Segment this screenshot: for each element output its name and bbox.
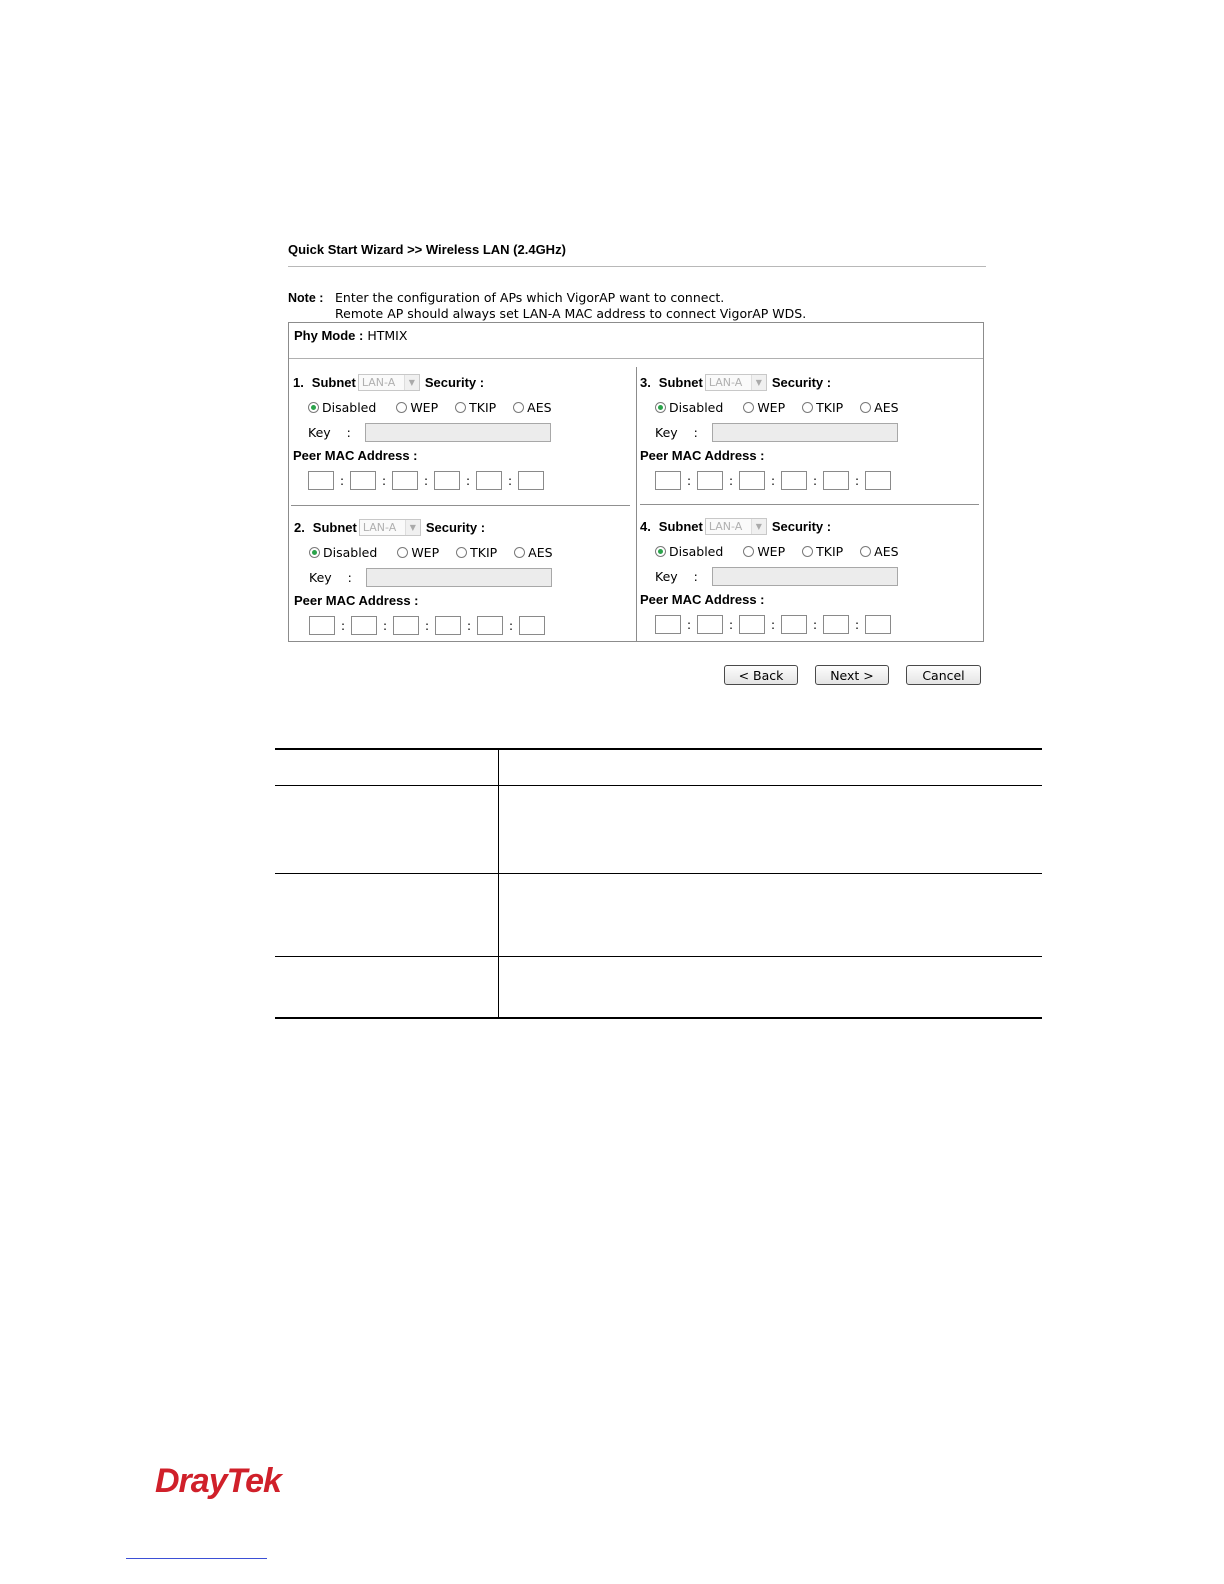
subnet-select-value: LAN-A [708,520,743,533]
mac-octet-input[interactable] [739,615,765,634]
security-option-tkip[interactable] [455,400,496,415]
mac-separator: : [770,617,776,632]
key-row [655,423,898,442]
radio-icon[interactable] [655,402,666,413]
security-option-tkip[interactable] [802,544,843,559]
security-option-wep[interactable] [396,400,438,415]
radio-icon[interactable] [397,547,408,558]
mac-separator: : [507,473,513,488]
mac-octet-input[interactable] [781,471,807,490]
mac-separator: : [770,473,776,488]
subnet-row [294,519,485,536]
security-option-wep[interactable] [743,544,785,559]
mac-separator: : [466,618,472,633]
subnet-row [640,518,831,535]
mac-separator: : [728,617,734,632]
radio-icon[interactable] [514,547,525,558]
radio-icon[interactable] [802,402,813,413]
title-divider [288,266,986,267]
subnet-select[interactable] [705,518,767,535]
ap-number: 4. [640,519,651,534]
radio-icon[interactable] [743,546,754,557]
mac-separator: : [340,618,346,633]
left-row-divider [291,505,630,506]
mac-octet-input[interactable] [392,471,418,490]
security-option-label: WEP [411,545,440,560]
page-title: Quick Start Wizard >> Wireless LAN (2.4GHz) [288,242,566,257]
security-option-aes[interactable] [514,545,552,560]
back-button[interactable]: < Back [724,665,798,685]
security-option-label: WEP [410,400,439,415]
ap-block-3 [640,368,980,504]
mac-separator: : [382,618,388,633]
phy-mode-divider [289,358,983,359]
mac-separator: : [465,473,471,488]
ap-block-1 [293,368,633,504]
mac-separator: : [812,473,818,488]
phy-mode-value: HTMIX [367,328,408,343]
subnet-select-value: LAN-A [361,376,396,389]
next-button[interactable]: Next > [815,665,889,685]
mac-separator: : [424,618,430,633]
chevron-down-icon: ▼ [405,520,420,535]
security-option-label: Disabled [322,400,377,415]
table-row-divider [275,956,1042,957]
radio-icon[interactable] [309,547,320,558]
subnet-row [640,374,831,391]
radio-icon[interactable] [396,402,407,413]
security-option-tkip[interactable] [456,545,497,560]
cancel-button[interactable]: Cancel [906,665,981,685]
chevron-down-icon: ▼ [751,375,766,390]
peer-mac-label: Peer MAC Address : [640,448,765,463]
security-option-aes[interactable] [860,400,898,415]
security-option-aes[interactable] [860,544,898,559]
key-input[interactable] [366,568,552,587]
mac-octet-input[interactable] [434,471,460,490]
column-divider [636,367,637,642]
mac-separator: : [423,473,429,488]
table-top-rule [275,748,1042,750]
peer-mac-fields [308,471,544,490]
security-option-label: WEP [757,400,786,415]
security-options [309,545,553,560]
note-line-2: Remote AP should always set LAN-A MAC address to connect VigorAP WDS. [335,306,807,321]
mac-separator: : [812,617,818,632]
mac-octet-input[interactable] [309,616,335,635]
mac-octet-input[interactable] [351,616,377,635]
mac-separator: : [686,617,692,632]
radio-icon[interactable] [513,402,524,413]
security-option-disabled[interactable] [655,400,723,415]
security-option-disabled[interactable] [309,545,377,560]
mac-octet-input[interactable] [350,471,376,490]
mac-octet-input[interactable] [781,615,807,634]
subnet-select-value: LAN-A [708,376,743,389]
key-label: Key : [655,425,698,440]
subnet-select[interactable] [705,374,767,391]
key-input[interactable] [712,423,898,442]
mac-octet-input[interactable] [739,471,765,490]
ap-number: 1. [293,375,304,390]
subnet-label: Subnet [658,519,703,534]
radio-icon[interactable] [455,402,466,413]
mac-octet-input[interactable] [697,471,723,490]
key-row [309,568,552,587]
note-label: Note : [288,291,324,305]
security-option-disabled[interactable] [308,400,376,415]
security-option-label: AES [527,400,552,415]
mac-octet-input[interactable] [519,616,545,635]
security-option-wep[interactable] [397,545,439,560]
security-options [308,400,552,415]
mac-octet-input[interactable] [435,616,461,635]
mac-octet-input[interactable] [823,471,849,490]
security-option-label: AES [874,544,899,559]
key-label: Key : [308,425,351,440]
ap-number: 2. [294,520,305,535]
chevron-down-icon: ▼ [404,375,419,390]
phy-mode-label: Phy Mode : [294,328,364,343]
security-label: Security : [425,520,486,535]
ap-number: 3. [640,375,651,390]
subnet-select[interactable] [359,519,421,536]
mac-octet-input[interactable] [697,615,723,634]
key-label: Key : [655,569,698,584]
security-option-label: TKIP [816,400,844,415]
peer-mac-label: Peer MAC Address : [294,593,419,608]
mac-separator: : [339,473,345,488]
note-line-1: Enter the configuration of APs which VigorAP want to connect. [335,290,725,305]
security-label: Security : [424,375,485,390]
security-option-label: Disabled [323,545,378,560]
ap-block-2 [294,513,634,649]
subnet-label: Subnet [311,375,356,390]
security-label: Security : [771,375,832,390]
mac-octet-input[interactable] [823,615,849,634]
subnet-label: Subnet [658,375,703,390]
mac-separator: : [854,473,860,488]
chevron-down-icon: ▼ [751,519,766,534]
mac-octet-input[interactable] [308,471,334,490]
peer-mac-fields [655,471,891,490]
mac-separator: : [508,618,514,633]
mac-octet-input[interactable] [393,616,419,635]
peer-mac-fields [655,615,891,634]
key-label: Key : [309,570,352,585]
right-row-divider [640,504,979,505]
mac-separator: : [728,473,734,488]
security-option-label: TKIP [470,545,498,560]
radio-icon[interactable] [860,402,871,413]
table-bottom-rule [275,1017,1042,1019]
radio-icon[interactable] [802,546,813,557]
key-input[interactable] [365,423,551,442]
table-row-divider [275,785,1042,786]
radio-icon[interactable] [743,402,754,413]
mac-separator: : [686,473,692,488]
mac-octet-input[interactable] [865,615,891,634]
security-option-tkip[interactable] [802,400,843,415]
mac-octet-input[interactable] [518,471,544,490]
draytek-logo: DrayTek [155,1462,281,1500]
mac-octet-input[interactable] [865,471,891,490]
ap-block-4 [640,512,980,648]
peer-mac-fields [309,616,545,635]
security-option-label: TKIP [469,400,497,415]
security-option-label: Disabled [669,400,724,415]
mac-separator: : [854,617,860,632]
security-option-label: WEP [757,544,786,559]
security-option-label: AES [528,545,553,560]
key-input[interactable] [712,567,898,586]
subnet-row [293,374,484,391]
security-options [655,544,899,559]
radio-icon[interactable] [456,547,467,558]
security-options [655,400,899,415]
key-row [655,567,898,586]
radio-icon[interactable] [655,546,666,557]
mac-octet-input[interactable] [476,471,502,490]
radio-icon[interactable] [308,402,319,413]
radio-icon[interactable] [860,546,871,557]
peer-mac-label: Peer MAC Address : [293,448,418,463]
note [288,290,806,322]
peer-mac-label: Peer MAC Address : [640,592,765,607]
subnet-select[interactable] [358,374,420,391]
footer-rule [126,1558,267,1559]
mac-octet-input[interactable] [655,471,681,490]
table-row-divider [275,873,1042,874]
subnet-select-value: LAN-A [362,521,397,534]
subnet-label: Subnet [312,520,357,535]
mac-separator: : [381,473,387,488]
security-option-wep[interactable] [743,400,785,415]
security-option-label: Disabled [669,544,724,559]
security-option-disabled[interactable] [655,544,723,559]
mac-octet-input[interactable] [655,615,681,634]
key-row [308,423,551,442]
table-column-divider [498,750,499,1017]
phy-mode [294,328,407,343]
mac-octet-input[interactable] [477,616,503,635]
security-option-aes[interactable] [513,400,551,415]
security-label: Security : [771,519,832,534]
security-option-label: TKIP [816,544,844,559]
security-option-label: AES [874,400,899,415]
